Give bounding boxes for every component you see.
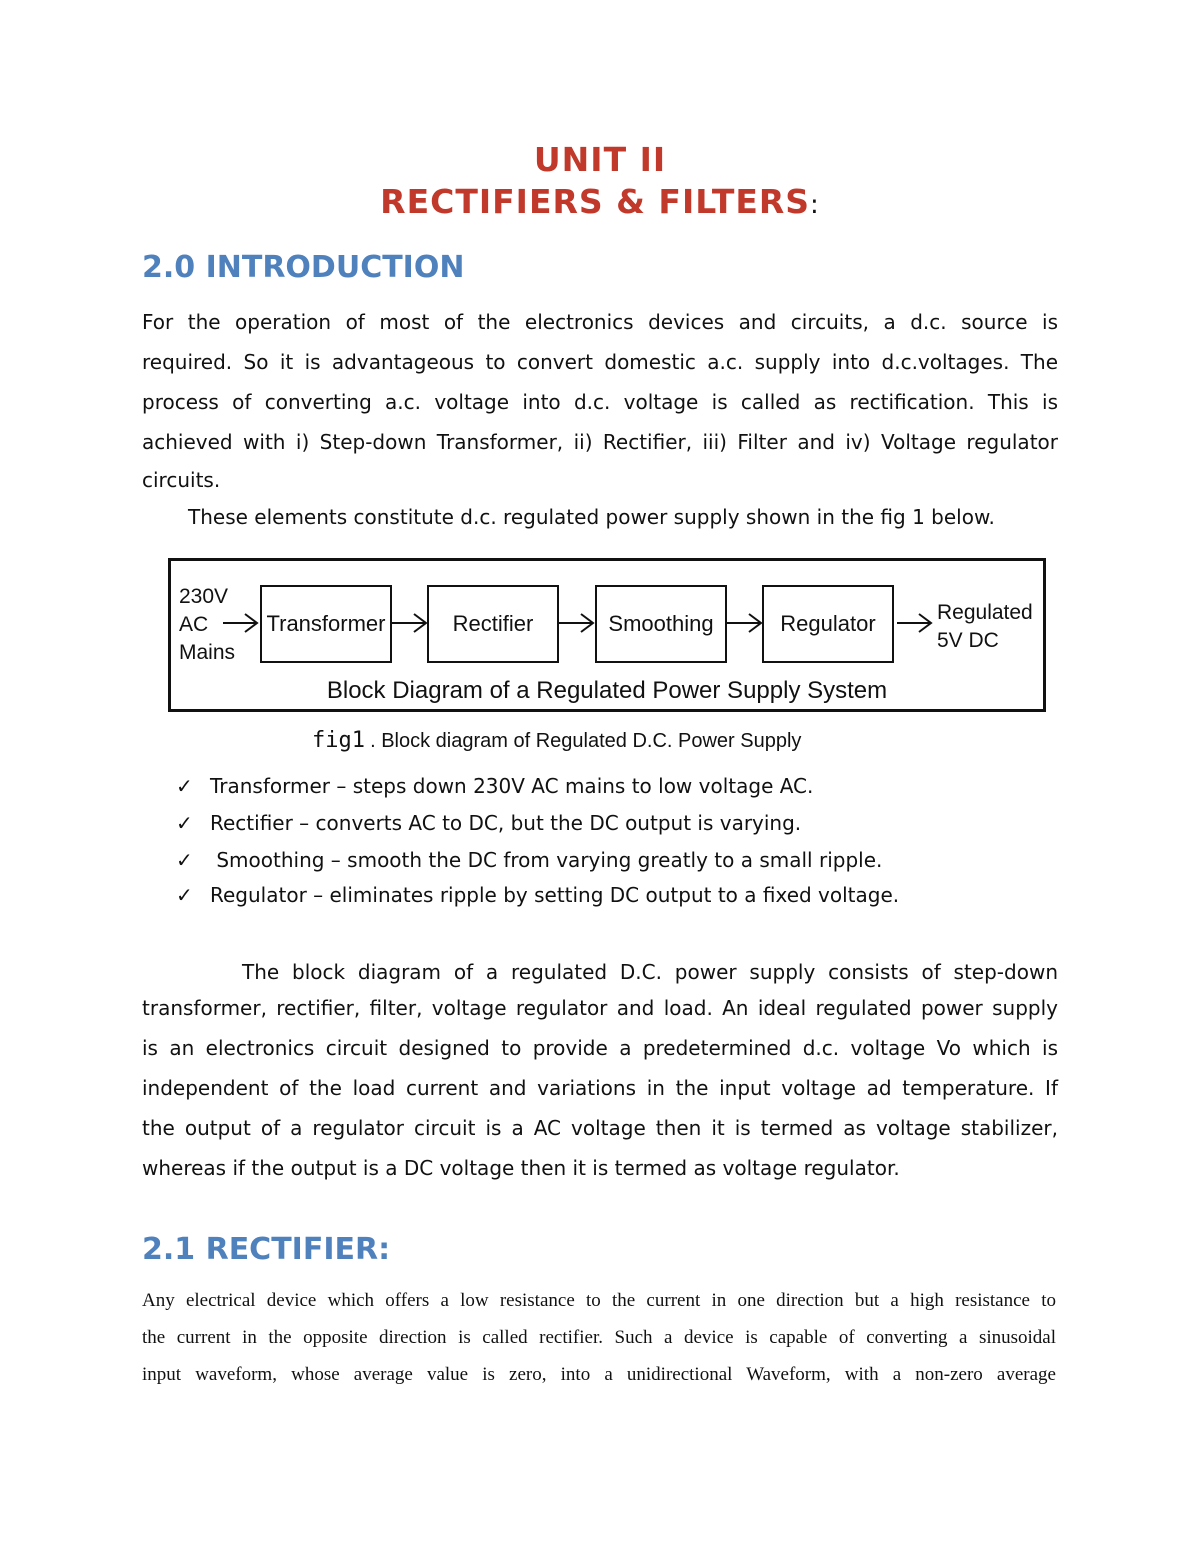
transformer-block: Transformer xyxy=(260,585,392,663)
regulator-block: Regulator xyxy=(762,585,894,663)
rectifier-line: the current in the opposite direction is called rectifier. Such a device is capable of converting a sinusoidal xyxy=(142,1327,1056,1348)
para-line: independent of the load current and variations in the input voltage ad temperature. If xyxy=(142,1076,1058,1100)
elements-sentence: These elements constitute d.c. regulated power supply shown in the fig 1 below. xyxy=(188,505,995,529)
block-diagram-paragraph xyxy=(142,952,1058,1188)
input-line: Mains xyxy=(179,641,236,664)
input-line: 230V xyxy=(179,585,229,608)
intro-line: process of converting a.c. voltage into d.c. voltage is called as rectification. This is xyxy=(142,390,1058,414)
rectifier-heading: 2.1 RECTIFIER: xyxy=(142,1232,391,1267)
checkmark-icon: ✓ xyxy=(176,774,193,798)
chapter-title xyxy=(0,182,1200,221)
figure-caption xyxy=(312,728,801,753)
rectifier-line: input waveform, whose average value is zero, into a unidirectional Waveform, with a non-zero average xyxy=(142,1364,1056,1385)
output-line: Regulated xyxy=(937,601,1033,624)
figure-caption-text: . Block diagram of Regulated D.C. Power Supply xyxy=(370,730,802,752)
para-line: the output of a regulator circuit is a AC voltage then it is termed as voltage stabilizer, xyxy=(142,1116,1058,1140)
arrow-right-icon xyxy=(897,611,933,635)
smoothing-block: Smoothing xyxy=(595,585,727,663)
rectifier-paragraph xyxy=(142,1282,1056,1393)
block-diagram xyxy=(168,558,1046,712)
intro-line: For the operation of most of the electronics devices and circuits, a d.c. source is xyxy=(142,310,1058,334)
para-line: transformer, rectifier, filter, voltage regulator and load. An ideal regulated power supply xyxy=(142,996,1058,1020)
bullet-text: Smoothing – smooth the DC from varying greatly to a small ripple. xyxy=(210,848,883,872)
bullet-text: Rectifier – converts AC to DC, but the DC output is varying. xyxy=(210,811,802,835)
arrow-right-icon xyxy=(223,611,259,635)
arrow-right-icon xyxy=(392,611,428,635)
bullet-item xyxy=(176,848,882,872)
intro-line: circuits. xyxy=(142,468,221,492)
chapter-title-colon: : xyxy=(810,190,820,220)
checkmark-icon: ✓ xyxy=(176,811,193,835)
checkmark-icon: ✓ xyxy=(176,848,193,872)
bullet-item xyxy=(176,883,899,907)
rectifier-line: Any electrical device which offers a low resistance to the current in one direction but a high resistance to xyxy=(142,1290,1056,1311)
intro-line: achieved with i) Step-down Transformer, ii) Rectifier, iii) Filter and iv) Voltage regulator xyxy=(142,430,1058,454)
output-line: 5V DC xyxy=(937,629,999,652)
bullet-text: Transformer – steps down 230V AC mains to low voltage AC. xyxy=(210,774,814,798)
diagram-caption: Block Diagram of a Regulated Power Supply System xyxy=(326,677,888,704)
para-line: whereas if the output is a DC voltage then it is termed as voltage regulator. xyxy=(142,1156,900,1180)
chapter-title-text: RECTIFIERS & FILTERS xyxy=(380,182,811,221)
unit-title: UNIT II xyxy=(533,140,667,179)
intro-heading: 2.0 INTRODUCTION xyxy=(142,250,465,285)
para-line: is an electronics circuit designed to provide a predetermined d.c. voltage Vo which is xyxy=(142,1036,1058,1060)
arrow-right-icon xyxy=(559,611,595,635)
intro-line: required. So it is advantageous to convert domestic a.c. supply into d.c.voltages. The xyxy=(142,350,1058,374)
para-line: The block diagram of a regulated D.C. power supply consists of step-down xyxy=(242,960,1058,984)
intro-paragraph xyxy=(142,302,1058,500)
arrow-right-icon xyxy=(727,611,763,635)
checkmark-icon: ✓ xyxy=(176,883,193,907)
rectifier-block: Rectifier xyxy=(427,585,559,663)
input-line: AC xyxy=(179,613,209,636)
diagram-output-label xyxy=(937,599,1033,655)
bullet-text: Regulator – eliminates ripple by setting DC output to a fixed voltage. xyxy=(210,883,900,907)
figure-label: fig1 xyxy=(312,728,365,753)
bullet-item xyxy=(176,774,813,798)
bullet-item xyxy=(176,811,801,835)
